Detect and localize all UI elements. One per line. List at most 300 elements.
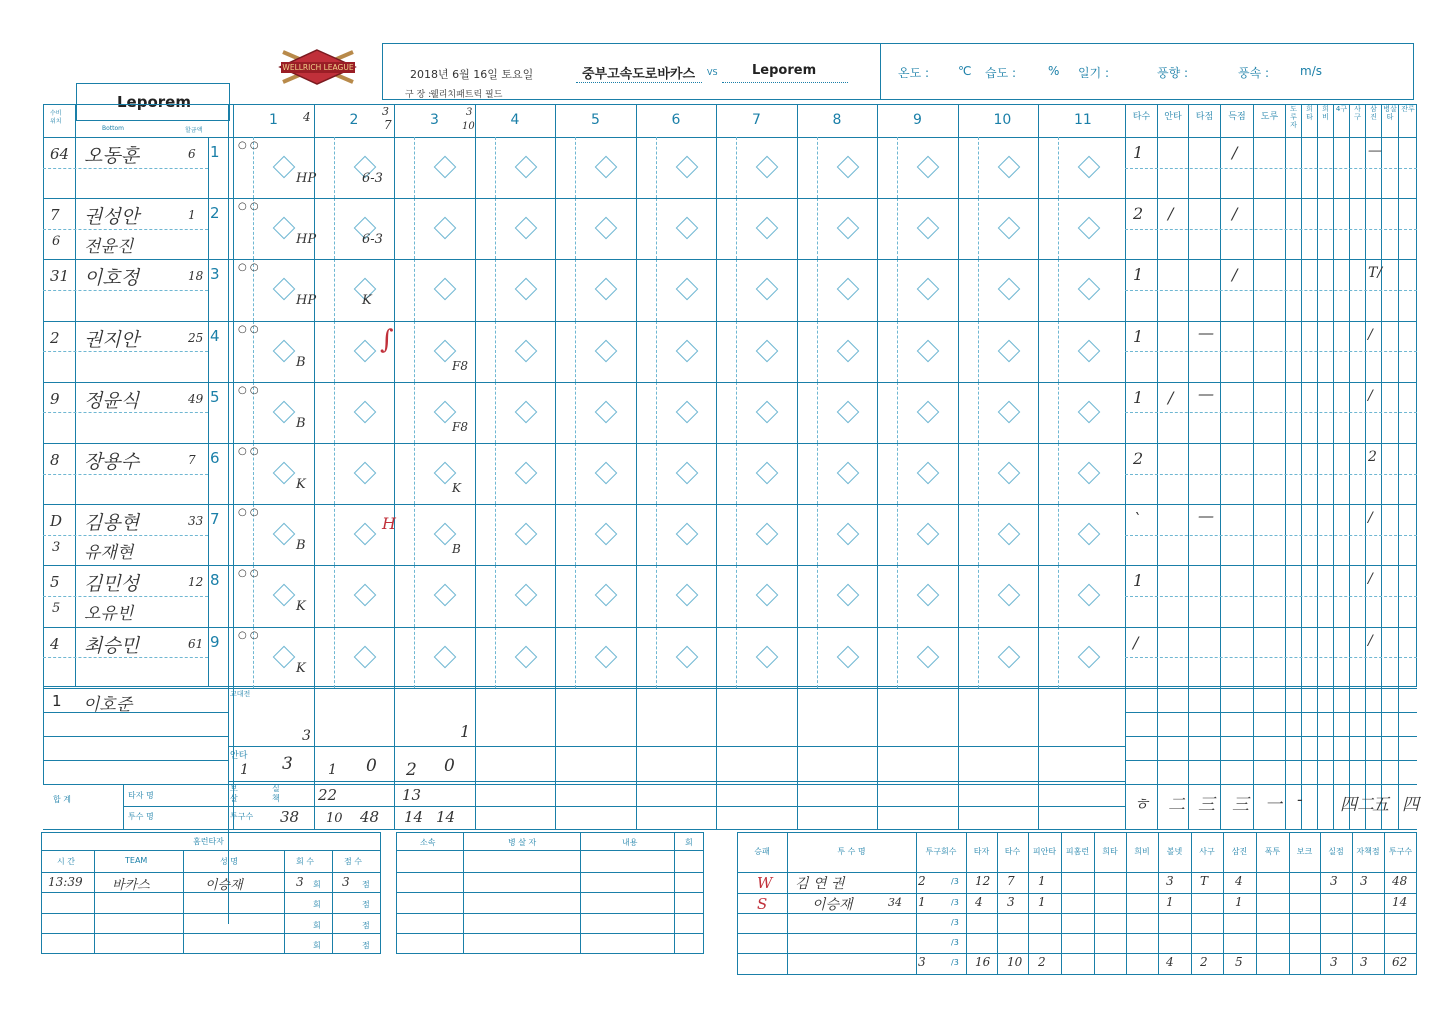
inning-number-8: 8 [832,112,842,128]
inning-number-9: 9 [913,112,922,128]
count-col-line [334,443,335,504]
pitcher-so: 1 [1235,895,1243,909]
count-col-line [897,504,898,565]
pitcher-header-10: 사구 [1199,847,1215,856]
count-col-line [495,565,496,626]
errors-label: 실 책 [272,784,280,803]
pitcher-so: 4 [1235,874,1243,888]
batter-pos: 8 [50,451,60,469]
count-col-line [1058,443,1059,504]
vs-label: VS [707,68,718,77]
pitches-2: 10 [326,811,343,826]
stat-header-11: 병살타 [1383,105,1397,121]
count-col-line [495,443,496,504]
hr-header-name: 성 명 [220,857,238,866]
batter-name: 권지안 [84,328,140,351]
stat-total-mark: 五 [1372,795,1389,815]
hr-player: 이승재 [205,878,243,893]
stat-header-3: 득점 [1228,112,1246,122]
count-col-line [575,321,576,382]
count-col-line [495,198,496,259]
stat-total-mark: - [1297,790,1303,810]
count-col-line [414,259,415,320]
inning-col-line-lower [958,687,959,829]
stat-ab: 1 [1133,387,1144,407]
pitcher-header-6: 피홈런 [1065,847,1090,856]
sub-batter-name: 오유빈 [84,604,134,625]
team-name: Leporem [117,93,191,111]
inning-number-3: 3 [430,112,439,128]
hr-inning-unit: 회 [313,900,321,909]
dp-header-team: 소속 [420,838,436,847]
count-col-line [414,504,415,565]
stat-runs: / [1232,265,1238,285]
pitch-count-marks: ○ ○ [238,323,259,335]
stat-ab: 2 [1133,449,1144,468]
inning-col-line [958,104,959,687]
stat-rbi: — [1198,383,1214,403]
inning-col-line [716,104,717,687]
inning1-result: K [296,660,306,676]
inning1-result: B [296,415,306,431]
inning3-runs: 1 [460,722,471,741]
stat-so: / [1368,571,1373,588]
hr-inning-unit: 회 [313,921,321,930]
pitcher-header-16: 투구수 [1388,847,1413,856]
stat-ab: 1 [1133,265,1144,285]
count-col-line [575,443,576,504]
hits-5: 2 [406,760,417,780]
count-col-line [334,198,335,259]
humidity-label: 습도 : [985,66,1017,80]
pitcher-header-15: 자책점 [1356,847,1380,856]
inning-number-5: 5 [591,112,600,128]
stat-ab: ` [1133,510,1141,530]
pitcher-header-2: 투구회수 [925,847,957,856]
stat-header-6: 희타 [1306,105,1313,121]
count-col-line [414,137,415,198]
inning-col-line [555,104,556,687]
hr-header-inning: 회 수 [296,857,314,866]
count-col-line [495,321,496,382]
pitcher-bb: 3 [1166,874,1174,888]
count-col-line [414,565,415,626]
stat-rbi: — [1198,322,1214,342]
venue-name: 웰리치패트릭 필드 [430,90,503,100]
stat-hits: / [1168,387,1174,407]
stat-so: T/ [1368,265,1383,282]
count-col-line [414,627,415,688]
stat-ab: 1 [1133,143,1144,162]
pitcher-innings: 3 [918,955,926,969]
walks-label: 보 살 [230,784,238,803]
pitcher-wl: W [757,874,773,892]
stat-header-4: 도루 [1260,112,1279,122]
count-col-line [656,321,657,382]
batter-row-line [43,382,1417,383]
inning-col-line [797,104,798,687]
count-col-line [575,382,576,443]
pitcher-header-14: 실점 [1328,847,1344,856]
batter-number: 7 [188,453,196,467]
stat-total-mark: 一 [1265,795,1282,815]
count-col-line [817,321,818,382]
inning3-result: F8 [452,419,468,434]
inning3-note: 3 [466,107,473,118]
stat-header-10: 삼진 [1370,105,1377,121]
stat-col-line [1285,104,1286,829]
inning-col-line [636,104,637,687]
inning1-result: HP [296,293,317,309]
inning3-result: F8 [452,358,468,373]
hr-runs-unit: 점 [362,900,370,909]
pitcher-header-7: 희타 [1102,847,1118,856]
count-col-line [656,382,657,443]
pitcher-np: 14 [1392,895,1408,909]
home-team: 중부고속도로바카스 [582,67,696,82]
count-col-line [897,198,898,259]
pitcher-header-12: 폭투 [1264,847,1281,856]
pitcher-ab: 10 [1007,955,1023,969]
count-col-line [897,443,898,504]
pitcher-hits: 2 [1038,955,1046,969]
batting-order-9: 9 [210,632,220,651]
hr-runs-unit: 점 [362,880,370,889]
hits-4: 0 [366,756,377,776]
hr-inning-unit: 회 [313,880,321,889]
hits-1: 1 [240,762,249,778]
batter-row-line [43,198,1417,199]
inning-number-2: 2 [349,112,359,128]
count-col-line [656,565,657,626]
inning1-result: K [296,599,306,615]
inning-number-4: 4 [510,112,520,128]
batter-name: 정윤식 [84,389,140,412]
inning-col-line-lower [555,687,556,829]
stat-sub-line [1125,229,1417,230]
pitcher-outs: /3 [951,938,959,947]
batter-number: 25 [188,330,204,345]
inning2-result: 6-3 [362,232,383,248]
batter-number: 49 [188,391,204,406]
inning-number-6: 6 [671,112,681,128]
stat-sub-line [1125,596,1417,597]
batter-row-line [43,443,1417,444]
count-col-line [495,137,496,198]
league-logo [275,48,360,86]
stat-rbi: — [1198,506,1214,526]
batter-name: 오동훈 [84,145,140,167]
bottom-label: Bottom [102,125,125,132]
stat-ab: / [1133,632,1139,652]
count-col-line [736,627,737,688]
count-col-line [978,443,979,504]
stat-col-line [1157,104,1158,829]
stat-sub-line [1125,412,1417,413]
count-col-line [334,627,335,688]
pitch-count-marks: ○ ○ [238,140,259,151]
venue-label: 구 장 : [405,90,432,100]
homerun-title: 홈런타자 [193,837,224,846]
stat-col-line [1333,104,1334,829]
stat-col-line [1317,104,1318,829]
inning1-note: 4 [303,110,311,124]
stat-header-9: 사구 [1354,105,1361,121]
count-col-line [656,443,657,504]
inning2-result: K [362,293,372,309]
stat-col-line [1253,104,1254,829]
wind-speed-label: 풍속 : [1238,66,1270,80]
batting-order-1: 1 [210,143,220,161]
count-col-line [1058,504,1059,565]
inning1-result: B [296,538,306,554]
pitcher-ab: 7 [1007,874,1015,888]
pitcher-header-1: 투 수 명 [837,847,866,856]
sub-pos: 5 [52,601,61,617]
batter-name-label: 타자 명 [128,791,154,800]
batter-pos: 9 [50,389,60,408]
inning-number-1: 1 [269,112,278,128]
count-col-line [817,504,818,565]
count-col-line [334,565,335,626]
batting-order-5: 5 [210,387,220,406]
away-team: Leporem [752,63,817,78]
inning-number-11: 11 [1074,112,1092,128]
pitcher-innings: 2 [918,874,926,888]
batting-order-3: 3 [210,265,220,284]
batter-pos: 4 [50,634,60,653]
batter-row-line [43,321,1417,322]
count-col-line [656,198,657,259]
count-col-line [575,198,576,259]
batter-name: 최승민 [84,634,140,657]
pitcher-np: 62 [1392,955,1408,969]
hr-header-time: 시 간 [57,857,75,866]
sub-batter-name: 전윤진 [84,237,134,258]
pitcher-header-5: 피안타 [1032,847,1057,856]
pitcher-outs: /3 [951,898,959,907]
inning-col-line-lower [716,687,717,829]
stat-col-line [1381,104,1382,829]
humidity-unit: % [1048,64,1060,78]
pitcher-er: 3 [1360,955,1368,969]
stat-ab: 1 [1133,326,1144,346]
pitcher-innings: 1 [918,895,926,909]
batter-row-line [43,627,1417,628]
batter-number: 61 [188,636,204,651]
count-col-line [736,565,737,626]
count-col-line [736,382,737,443]
hr-inning-unit: 회 [313,941,321,950]
count-col-line [1058,137,1059,198]
count-col-line [817,565,818,626]
stat-total-mark: 三 [1198,795,1215,815]
count-col-line [414,321,415,382]
pitch-count-marks: ○ ○ [238,201,259,213]
stat-header-8: 4구 [1335,105,1348,113]
hr-team: 바카스 [112,878,150,893]
count-col-line [978,321,979,382]
stat-total-mark: 四 [1402,795,1419,815]
count-col-line [495,382,496,443]
batter-name: 김용현 [84,512,140,535]
count-col-line [334,321,335,382]
stat-ab: 2 [1133,204,1144,224]
hr-header-runs: 점 수 [344,857,362,866]
inning-col-line [233,104,234,687]
pitcher-header-11: 삼진 [1231,847,1248,856]
batting-order-8: 8 [210,571,220,590]
inning-col-line [475,104,476,687]
inning-col-line [1038,104,1039,687]
count-col-line [897,627,898,688]
inning3-result: K [452,481,461,495]
inning1-runs: 3 [302,728,311,744]
inning-col-line-lower [636,687,637,829]
inning1-result: K [296,477,306,492]
stat-header-5: 도루자 [1290,105,1297,129]
inning3-result: B [452,542,461,557]
count-col-line [1058,259,1059,320]
pitch-count-marks: ○ ○ [238,446,259,457]
inning-number-10: 10 [993,112,1012,128]
stat-sub-line [1125,474,1417,475]
count-col-line [897,137,898,198]
inning2-subnote: 7 [384,118,392,132]
count-col-line [1058,198,1059,259]
stat-total-mark: 二 [1168,795,1185,815]
count-col-line [897,565,898,626]
hits-2: 3 [282,754,293,774]
stat-col-line [1188,104,1189,829]
stat-sub-line [1125,290,1417,291]
count-col-line [495,259,496,320]
dp-header-inning: 회 [685,838,693,847]
count-col-line [575,259,576,320]
count-col-line [978,198,979,259]
stat-col-line [1301,104,1302,829]
stat-sub-line [1125,168,1417,169]
count-col-line [575,137,576,198]
pitcher-outs: /3 [951,918,959,927]
pitcher-hbp: 2 [1200,955,1208,969]
inning1-result: HP [296,232,317,248]
pitcher-hbp: T [1200,874,1209,888]
hits-6: 0 [444,756,455,776]
batter-name: 이호정 [84,267,140,290]
batter-pos: 7 [50,206,60,225]
stat-header-0: 타수 [1132,112,1151,122]
inning-col-line-lower [1038,687,1039,829]
stat-header-2: 타점 [1195,112,1214,122]
pitcher-bf: 4 [975,895,983,909]
count-col-line [817,137,818,198]
hr-runs-unit: 점 [362,921,370,930]
batter-pos: 5 [50,573,60,592]
pitches-4: 14 [404,808,424,826]
pitch-count-marks: ○ ○ [238,262,259,274]
pitcher-runs: 3 [1330,955,1338,969]
pitcher-number: 34 [888,896,902,909]
count-col-line [978,504,979,565]
count-col-line [817,443,818,504]
count-col-line [495,627,496,688]
pitcher-ab: 3 [1007,895,1015,909]
batter-number: 12 [188,575,204,590]
count-col-line [897,321,898,382]
hr-header-team: TEAM [125,856,148,865]
pitcher-er: 3 [1360,874,1368,888]
count-col-line [736,504,737,565]
batting-order-6: 6 [210,449,220,467]
red-line-mark: ∫ [380,324,394,355]
pitch-count-marks: ○ ○ [238,568,259,580]
stat-so: / [1368,510,1373,527]
pitcher-bf: 16 [975,955,991,969]
inning-col-line [877,104,878,687]
batter-number: 33 [188,514,204,529]
pitcher-outs: /3 [951,958,959,967]
batter-number: 1 [188,208,196,223]
count-col-line [817,259,818,320]
count-col-line [334,504,335,565]
count-col-line [978,259,979,320]
inning-col-line [314,104,315,687]
count-col-line [414,443,415,504]
stat-header-7: 희비 [1322,105,1329,121]
inning-col-line-lower [877,687,878,829]
count-col-line [978,565,979,626]
count-col-line [656,259,657,320]
hr-inning-value: 3 [296,875,304,889]
stat-col-line [1220,104,1221,829]
sub-batter-name: 유재현 [84,543,134,564]
count-col-line [736,137,737,198]
stat-header-12: 잔루 [1401,105,1415,113]
count-col-line [1058,627,1059,688]
pitch-count-label: 투구수 [230,812,254,821]
stat-so: / [1368,387,1373,404]
batter-pos: 64 [50,145,70,163]
stat-header-1: 안타 [1164,112,1182,122]
stat-runs: / [1232,204,1238,224]
backno-label: 할금액 [185,127,203,134]
pitcher-row-line [737,953,1417,954]
pitches-3: 48 [360,808,380,826]
hr-time: 13:39 [48,875,83,889]
pitcher-name: 이승재 [812,897,853,913]
stat-col-line [1349,104,1350,829]
inning-col-line-lower [797,687,798,829]
inning-col-line-lower [475,687,476,829]
inning2-result: 6-3 [362,171,383,186]
pitcher-hits: 1 [1038,874,1046,888]
count-col-line [575,504,576,565]
inning-number-7: 7 [752,112,761,128]
pitcher-name-label: 투수 명 [128,812,154,821]
stat-ab: 1 [1133,571,1144,591]
count-col-line [656,137,657,198]
pitcher-bb: 1 [1166,895,1174,909]
batter-row-line [43,259,1417,260]
count-col-line [656,504,657,565]
pitches-5: 14 [436,808,456,826]
count-col-line [897,259,898,320]
game-date: 2018년 6월 16일 토요일 [410,68,534,81]
stat-sub-line [1125,351,1417,352]
weather-label: 일기 : [1078,66,1110,80]
temp-unit: ℃ [958,64,972,78]
